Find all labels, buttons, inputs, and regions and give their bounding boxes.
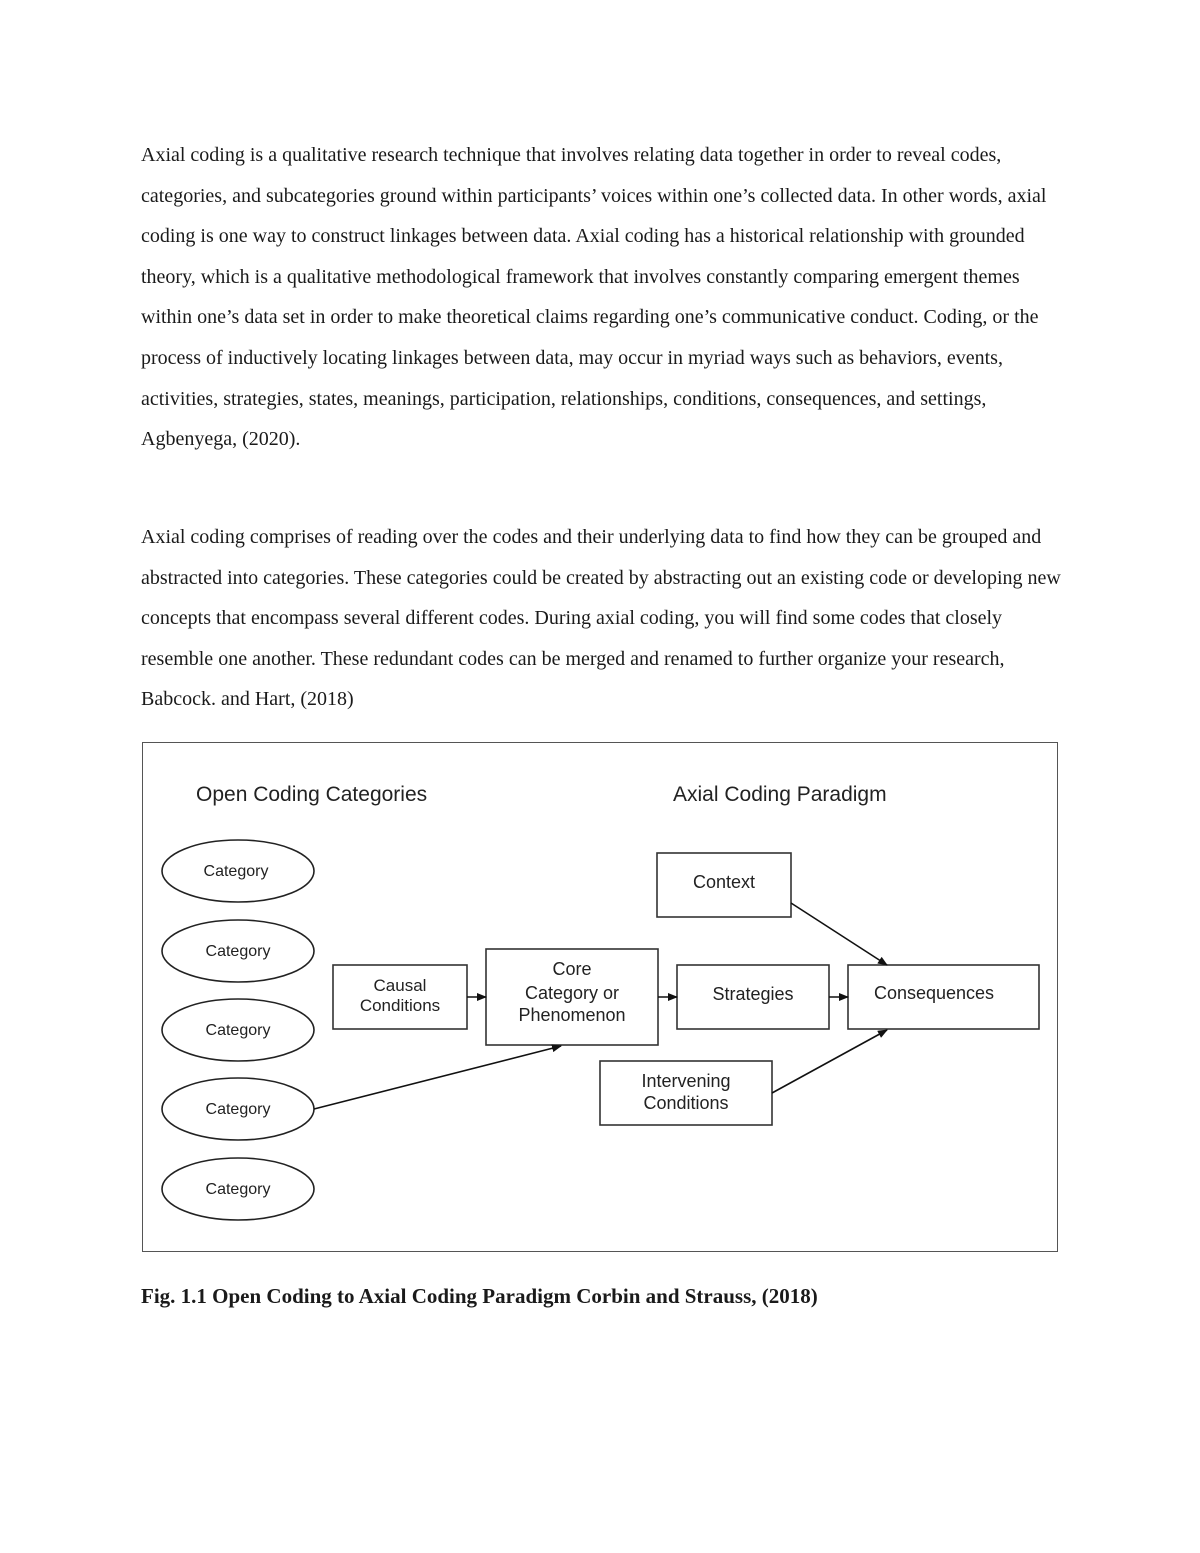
- figure-caption: Fig. 1.1 Open Coding to Axial Coding Paradigm Corbin and Strauss, (2018): [141, 1284, 818, 1308]
- body-paragraph-2: Axial coding comprises of reading over the codes and their underlying data to find how they can be grouped and abstracted into categories. These categories could be created by abstracting out an existing code or developing new concepts that encompass several different codes. During axial coding, you will find some codes that closely resemble one another. These redundant codes can be merged and renamed to further organize your research, Babcock. and Hart, (2018): [141, 526, 1061, 711]
- intervening-line-2: Conditions: [643, 1093, 729, 1113]
- consequences-box: [848, 965, 1039, 1029]
- category-label-3: Category: [205, 1022, 271, 1039]
- category-node-3: [162, 999, 314, 1061]
- strategies-box: [677, 965, 829, 1029]
- consequences-label: Consequences: [873, 983, 995, 1003]
- axial-coding-diagram: [143, 743, 1059, 1253]
- category-label-5: Category: [205, 1181, 271, 1198]
- strategies-label: Strategies: [712, 984, 794, 1004]
- category-node-2: [162, 920, 314, 982]
- core-line-3: Phenomenon: [518, 1005, 626, 1025]
- category-label-4: Category: [205, 1101, 271, 1118]
- causal-conditions-box: [333, 965, 467, 1029]
- context-label: Context: [692, 872, 756, 892]
- axial-coding-figure: [142, 742, 1058, 1252]
- category-node-5: [162, 1158, 314, 1220]
- open-coding-heading: Open Coding Categories: [196, 783, 428, 806]
- arrow-intervening-to-consequences: [772, 1030, 887, 1093]
- category-node-1: [162, 840, 314, 902]
- arrow-category-to-core: [314, 1046, 561, 1109]
- body-paragraph-1: Axial coding is a qualitative research technique that involves relating data together in order to reveal codes, categories, and subcategories ground within participants’ voices within one’s collected data. In other words, axial coding is one way to construct linkages between data. Axial coding has a historical relationship with grounded theory, which is a qualitative methodological framework that involves constantly comparing emergent themes within one’s data set in order to make theoretical claims regarding one’s communicative conduct. Coding, or the process of inductively locating linkages between data, may occur in myriad ways such as behaviors, events, activities, strategies, states, meanings, participation, relationships, conditions, consequences, and settings, Agbenyega, (2020).: [141, 144, 1047, 451]
- context-box: [657, 853, 791, 917]
- arrow-context-to-consequences: [791, 903, 887, 965]
- core-category-box: [486, 949, 658, 1045]
- core-line-2: Category or: [524, 983, 620, 1003]
- category-label-2: Category: [205, 943, 271, 960]
- category-node-4: [162, 1078, 314, 1140]
- causal-conditions-line-2: Conditions: [359, 996, 441, 1015]
- category-label-1: Category: [203, 863, 269, 880]
- axial-coding-heading: Axial Coding Paradigm: [673, 783, 887, 806]
- intervening-conditions-box: [600, 1061, 772, 1125]
- intervening-line-1: Intervening: [641, 1071, 731, 1091]
- core-line-1: Core: [552, 959, 592, 979]
- causal-conditions-line-1: Causal: [373, 976, 427, 995]
